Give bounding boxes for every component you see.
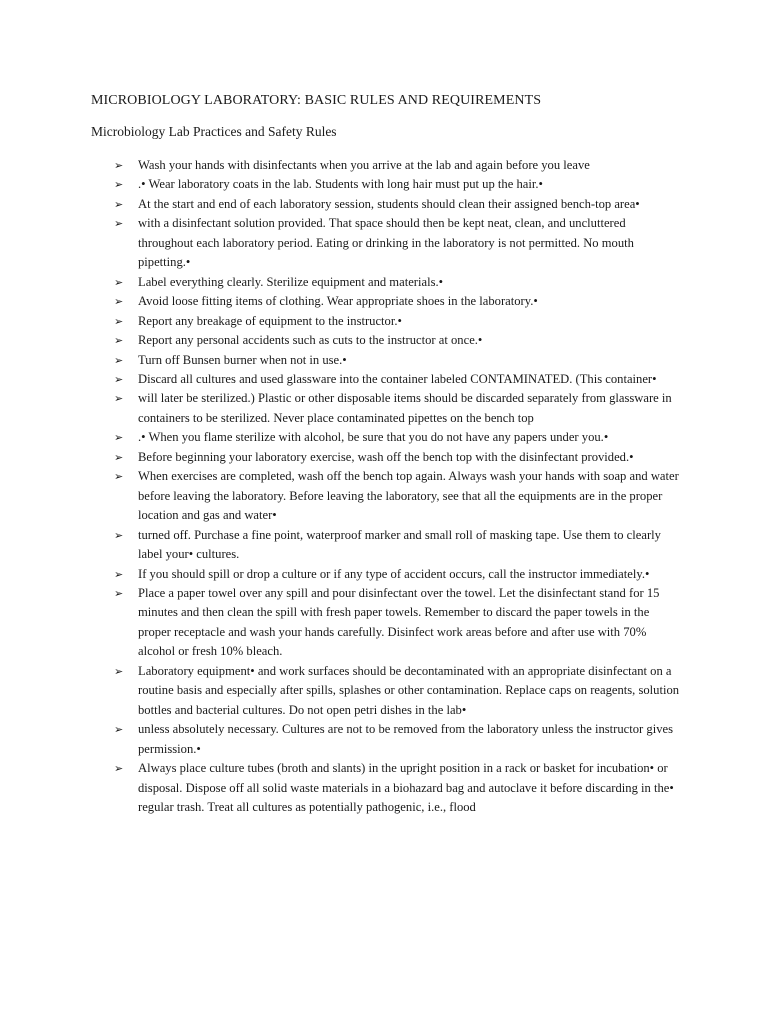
rule-text: Avoid loose fitting items of clothing. Wear appropriate shoes in the laboratory.• [138,294,538,309]
rules-list [114,156,684,817]
rule-text: unless absolutely necessary. Cultures are not to be removed from the laboratory unless the instructor gives permission.• [138,722,673,756]
rule-text: Report any breakage of equipment to the instructor.• [138,313,402,328]
page-title: MICROBIOLOGY LABORATORY: BASIC RULES AND REQUIREMENTS [91,93,542,108]
arrow-bullet-icon: ➢ [114,178,124,192]
arrow-bullet-icon: ➢ [114,664,124,678]
arrow-bullet-icon: ➢ [114,217,124,231]
rule-text: Always place culture tubes (broth and slants) in the upright position in a rack or basket for incubation• or disposal. Dispose off all solid waste materials in a biohazard bag and autoclave it before discarding in the• regular trash. Treat all cultures as potentially pathogenic, i.e., flood [138,761,674,814]
arrow-bullet-icon: ➢ [114,353,124,367]
arrow-bullet-icon: ➢ [114,197,124,211]
rule-text: Turn off Bunsen burner when not in use.• [138,352,347,367]
rule-item [114,156,684,175]
rule-item [114,312,684,331]
rule-text: Place a paper towel over any spill and pour disinfectant over the towel. Let the disinfectant stand for 15 minutes and then clean the spill with fresh paper towels. Remember to discard the paper towels in the proper receptacle and wash your hands carefully. Disinfect work areas before and after use with 70% alcohol or fresh 10% bleach. [138,585,660,659]
rule-text: At the start and end of each laboratory session, students should clean their assigned bench-top area• [138,196,640,211]
arrow-bullet-icon: ➢ [114,392,124,406]
rule-text: Label everything clearly. Sterilize equipment and materials.• [138,274,444,289]
rule-item [114,720,684,759]
arrow-bullet-icon: ➢ [114,275,124,289]
section-heading: Microbiology Lab Practices and Safety Rules [91,124,337,139]
rule-item [114,175,684,194]
arrow-bullet-icon: ➢ [114,159,124,172]
rule-item [114,292,684,311]
rule-item [114,389,684,428]
rule-item [114,331,684,350]
rule-item [114,214,684,272]
rule-text: When exercises are completed, wash off the bench top again. Always wash your hands with soap and water before leaving the laboratory. Before leaving the laboratory, see that all the equipments are in the proper location and gas and water• [138,469,679,523]
arrow-bullet-icon: ➢ [114,586,124,600]
rule-item [114,584,684,662]
rule-text: turned off. Purchase a fine point, waterproof marker and small roll of masking tape. Use them to clearly label your• cultures. [138,527,661,562]
rule-text: Before beginning your laboratory exercise, wash off the bench top with the disinfectant provided.• [138,449,634,464]
rule-item [114,467,684,525]
rule-text: If you should spill or drop a culture or if any type of accident occurs, call the instructor immediately.• [138,566,650,581]
rule-text: will later be sterilized.) Plastic or other disposable items should be discarded separately from glassware in containers to be sterilized. Never place contaminated pipettes on the bench top [138,391,672,425]
rule-text: Report any personal accidents such as cuts to the instructor at once.• [138,333,483,348]
arrow-bullet-icon: ➢ [114,470,124,484]
arrow-bullet-icon: ➢ [114,314,124,328]
arrow-bullet-icon: ➢ [114,762,124,776]
rule-item [114,428,684,447]
rule-text: .• When you flame sterilize with alcohol, be sure that you do not have any papers under you.• [138,430,609,445]
arrow-bullet-icon: ➢ [114,431,124,445]
rule-text: Laboratory equipment• and work surfaces should be decontaminated with an appropriate disinfectant on a routine basis and especially after spills, splashes or other contamination. Replace caps on reagents, solution bottles and bacterial cultures. Do not open petri dishes in the lab• [138,663,680,717]
arrow-bullet-icon: ➢ [114,450,124,464]
rule-item [114,662,684,720]
arrow-bullet-icon: ➢ [114,567,124,581]
rule-item [114,759,684,817]
rule-item [114,448,684,467]
arrow-bullet-icon: ➢ [114,295,124,309]
rule-item [114,195,684,214]
arrow-bullet-icon: ➢ [114,723,124,737]
arrow-bullet-icon: ➢ [114,372,124,386]
arrow-bullet-icon: ➢ [114,334,124,348]
rule-text: Discard all cultures and used glassware into the container labeled CONTAMINATED. (This container• [138,371,657,386]
rule-text: with a disinfectant solution provided. That space should then be kept neat, clean, and uncluttered throughout each laboratory period. Eating or drinking in the laboratory is not permitted. No mouth pipetting.• [138,216,634,270]
rule-text: .• Wear laboratory coats in the lab. Students with long hair must put up the hair.• [138,177,543,192]
rule-item [114,370,684,389]
rule-item [114,351,684,370]
arrow-bullet-icon: ➢ [114,528,124,542]
rule-item [114,526,684,565]
rule-text: Wash your hands with disinfectants when you arrive at the lab and again before you leave [138,158,590,172]
rule-item [114,273,684,292]
rule-item [114,565,684,584]
